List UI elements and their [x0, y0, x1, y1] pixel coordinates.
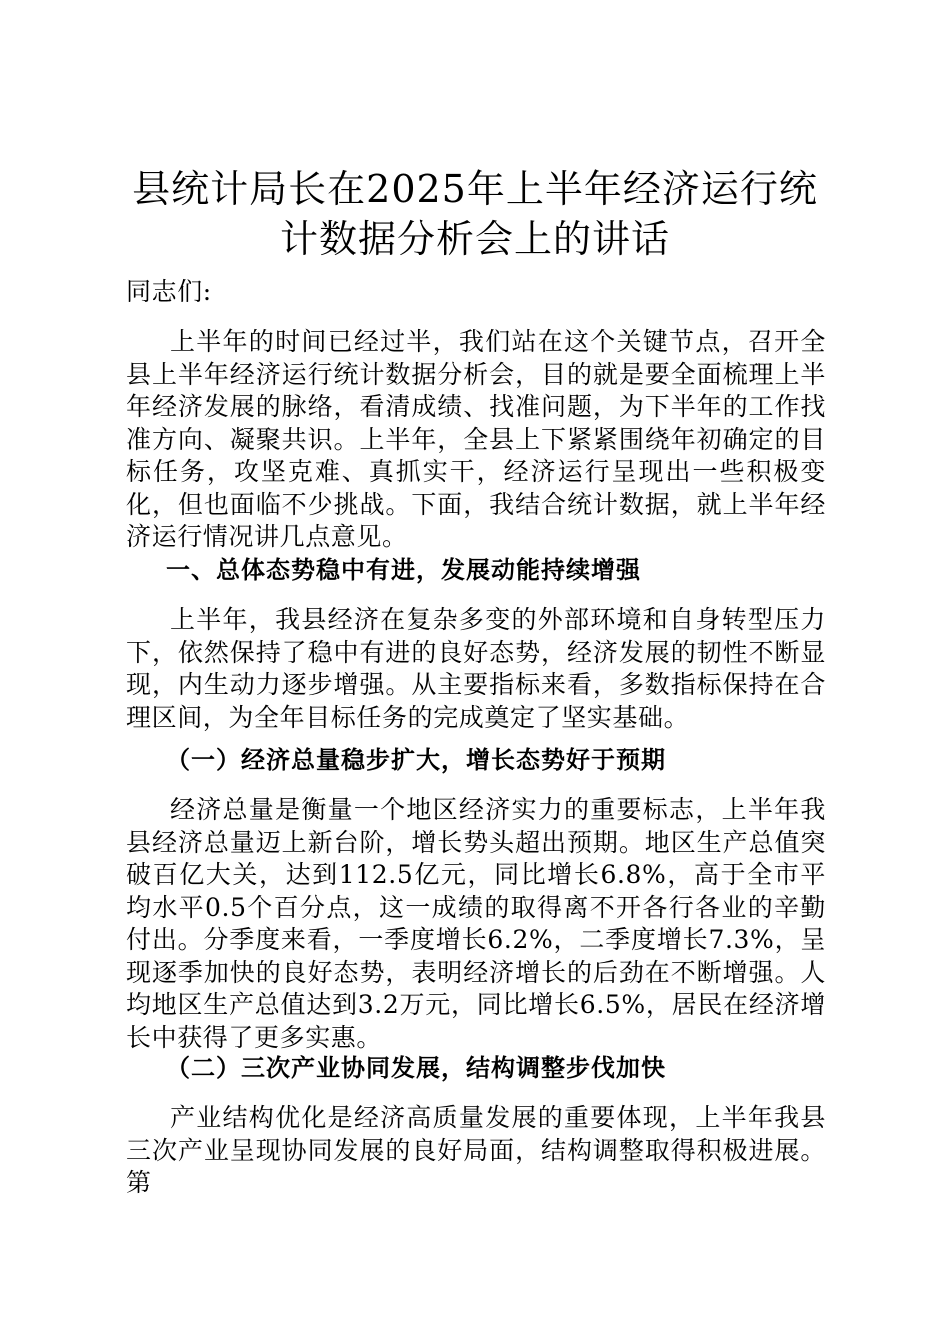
intro-paragraph: 上半年的时间已经过半，我们站在这个关键节点，召开全县上半年经济运行统计数据分析会，目的就是要全面梳理上半年经济发展的脉络，看清成绩、找准问题，为下半年的工作找准方向、凝聚共识。上半年，全县上下紧紧围绕年初确定的目标任务，攻坚克难、真抓实干，经济运行呈现出一些积极变化，但也面临不少挑战。下面，我结合统计数据，就上半年经济运行情况讲几点意见。 — [126, 327, 826, 551]
section-1-paragraph: 上半年，我县经济在复杂多变的外部环境和自身转型压力下，依然保持了稳中有进的良好态势，经济发展的韧性不断显现，内生动力逐步增强。从主要指标来看，多数指标保持在合理区间，为全年目标任务的完成奠定了坚实基础。 — [126, 605, 826, 732]
subsection-1-heading: （一）经济总量稳步扩大，增长态势好于预期 — [166, 746, 666, 774]
subsection-2-heading: （二）三次产业协同发展，结构调整步伐加快 — [166, 1054, 666, 1082]
section-1-heading: 一、总体态势稳中有进，发展动能持续增强 — [166, 556, 641, 584]
salutation: 同志们: — [126, 277, 212, 306]
subsection-2-paragraph: 产业结构优化是经济高质量发展的重要体现，上半年我县三次产业呈现协同发展的良好局面，结构调整取得积极进展。第 — [126, 1103, 826, 1197]
document-title: 县统计局长在2025年上半年经济运行统计数据分析会上的讲话 — [132, 167, 818, 261]
subsection-1-paragraph: 经济总量是衡量一个地区经济实力的重要标志，上半年我县经济总量迈上新台阶，增长势头超出预期。地区生产总值突破百亿大关，达到112.5亿元，同比增长6.8%，高于全市平均水平0.5个百分点，这一成绩的取得离不开各行各业的辛勤付出。分季度来看，一季度增长6.2%，二季度增长7.3%，呈现逐季加快的良好态势，表明经济增长的后劲在不断增强。人均地区生产总值达到3.2万元，同比增长6.5%，居民在经济增长中获得了更多实惠。 — [126, 795, 826, 1052]
